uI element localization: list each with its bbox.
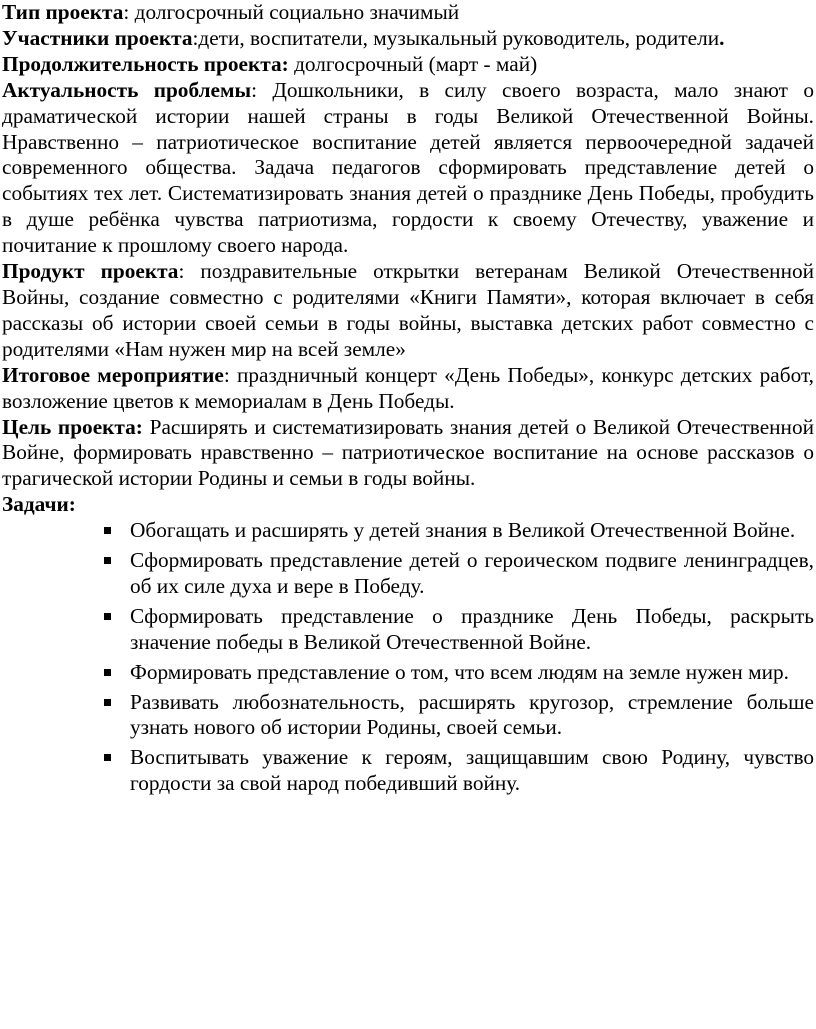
tasks-heading: Задачи: [2, 492, 76, 517]
list-item [130, 690, 814, 742]
list-item [130, 548, 814, 600]
duration-line [2, 52, 814, 78]
relevance-label: Актуальность проблемы [2, 77, 252, 102]
participants-label: Участники проекта [2, 25, 193, 50]
relevance-text: : Дошкольники, в силу своего возраста, мало знают о драматической истории нашей страны в годы Великой Отечественной Войны. Нравственно – патриотическое воспитание детей является первоочередной задачей современного общества. Задача педагогов сформировать представление детей о событиях тех лет. Систематизировать знания детей о празднике День Победы, пробудить в душе ребёнка чувства патриотизма, гордости к своему Отечеству, уважение и почитание к прошлому своего народа. [2, 77, 814, 258]
list-item [130, 518, 814, 544]
final-event-label: Итоговое мероприятие [2, 362, 224, 387]
project-type-line [2, 0, 814, 26]
list-item [130, 745, 814, 797]
project-type-value: : долгосрочный социально значимый [123, 0, 460, 24]
square-bullet-icon [104, 557, 111, 564]
square-bullet-icon [104, 669, 111, 676]
square-bullet-icon [104, 699, 111, 706]
task-text: Воспитывать уважение к героям, защищавшим свою Родину, чувство гордости за свой народ победивший войну. [130, 745, 814, 796]
square-bullet-icon [104, 527, 111, 534]
task-text: Обогащать и расширять у детей знания в Великой Отечественной Войне. [130, 518, 796, 543]
square-bullet-icon [104, 754, 111, 761]
task-text: Сформировать представление детей о героическом подвиге ленинградцев, об их силе духа и вере в Победу. [130, 548, 814, 598]
product-text: : поздравительные открытки ветеранам Великой Отечественной Войны, создание совместно с родителями «Книги Памяти», которая включает в себя рассказы об истории своей семьи в годы войны, выставка детских работ совместно с родителями «Нам нужен мир на всей земле» [2, 259, 815, 361]
task-text: Формировать представление о том, что всем людям на земле нужен мир. [130, 659, 789, 684]
goal-label: Цель проекта: [2, 414, 143, 439]
goal-text: Расширять и систематизировать знания детей о Великой Отечественной Войне, формировать нравственно – патриотическое воспитание на основе рассказов о трагической истории Родины и семьи в годы войны. [2, 414, 814, 491]
participants-value: :дети, воспитатели, музыкальный руководитель, родители [192, 25, 720, 50]
relevance-paragraph [2, 78, 814, 259]
product-paragraph [2, 259, 814, 363]
task-text: Сформировать представление о празднике День Победы, раскрыть значение победы в Великой Отечественной Войне. [130, 603, 814, 654]
duration-label: Продолжительность проекта: [2, 51, 289, 76]
task-text: Развивать любознательность, расширять кругозор, стремление больше узнать нового об истории Родины, своей семьи. [130, 689, 814, 740]
list-item [130, 660, 814, 686]
square-bullet-icon [104, 613, 111, 620]
goal-paragraph [2, 415, 814, 493]
duration-value: долгосрочный (март - май) [288, 51, 538, 76]
final-event-paragraph [2, 363, 814, 415]
product-label: Продукт проекта [2, 259, 179, 284]
final-event-text: : праздничный концерт «День Победы», конкурс детских работ, возложение цветов к мемориалам в День Победы. [2, 362, 814, 413]
project-type-label: Тип проекта [2, 0, 124, 24]
list-item [130, 604, 814, 656]
participants-dot: . [719, 25, 725, 50]
tasks-list [2, 518, 814, 797]
participants-line [2, 26, 814, 52]
